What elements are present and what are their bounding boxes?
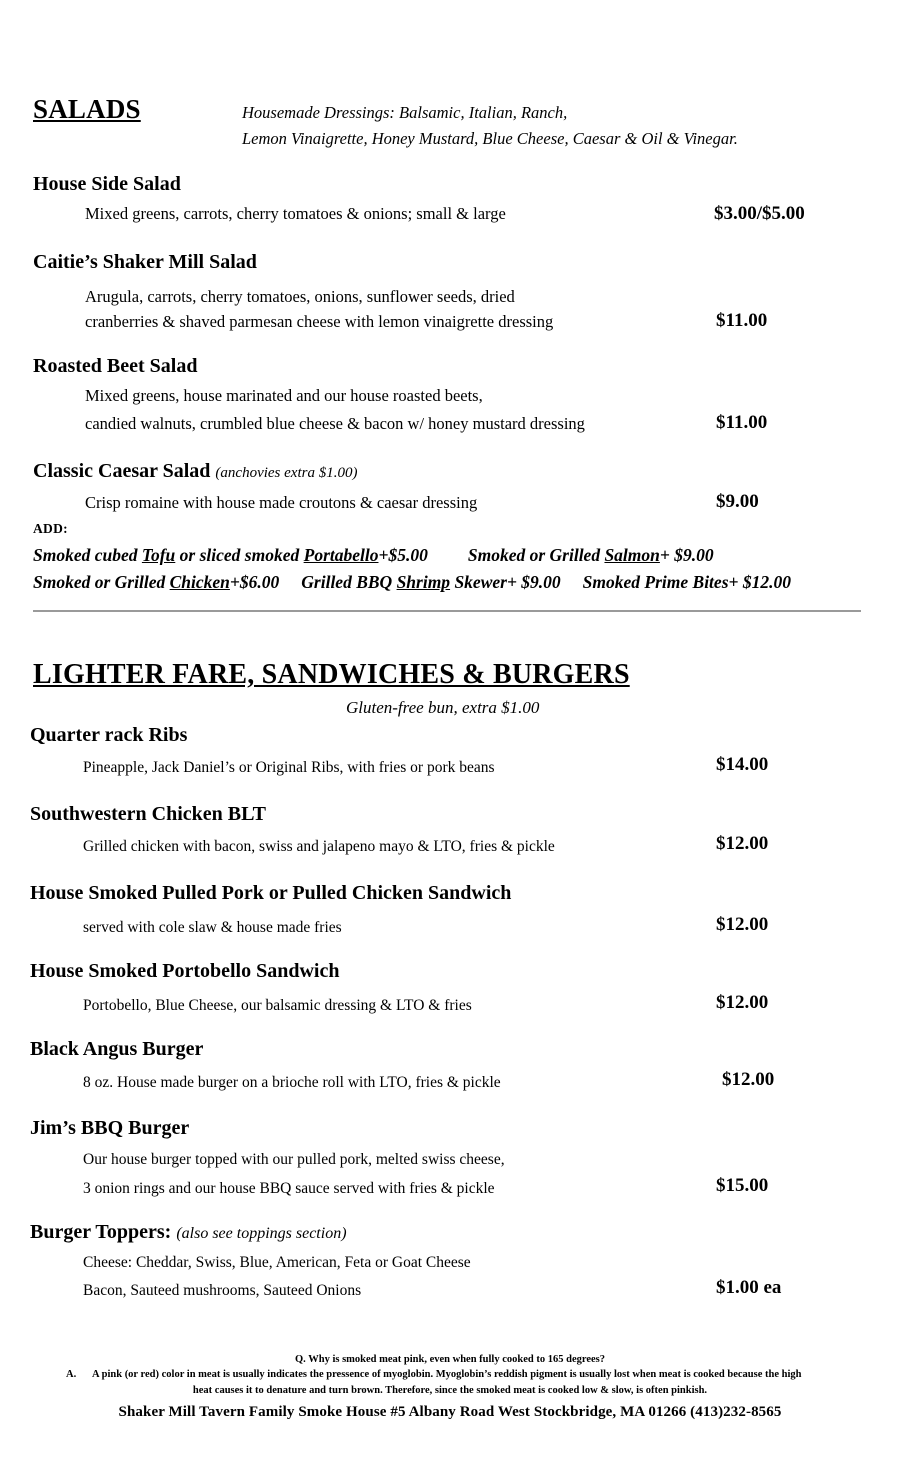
footnote-answer-marker: A. xyxy=(66,1369,77,1380)
gluten-free-note: Gluten-free bun, extra $1.00 xyxy=(346,698,540,717)
menu-item-desc2-roasted-beet-salad: candied walnuts, crumbled blue cheese & bacon w/ honey mustard dressing xyxy=(85,414,585,433)
addon-tofu-underline: Tofu xyxy=(141,545,176,565)
menu-item-name-southwestern-chicken-blt: Southwestern Chicken BLT xyxy=(30,803,266,825)
addon-chicken-price: +$6.00 xyxy=(229,572,280,592)
burger-toppers-note: (also see toppings section) xyxy=(176,1225,347,1242)
addon-salmon-price: + $9.00 xyxy=(659,545,714,565)
menu-item-name-black-angus-burger: Black Angus Burger xyxy=(30,1038,204,1060)
menu-item-desc2-caities-shaker-mill-salad: cranberries & shaved parmesan cheese with lemon vinaigrette dressing xyxy=(85,312,554,331)
addon-salmon-pre: Smoked or Grilled xyxy=(467,545,605,565)
addon-salmon-underline: Salmon xyxy=(604,545,660,565)
menu-item-desc2-burger-toppers: Bacon, Sauteed mushrooms, Sauteed Onions xyxy=(83,1282,362,1299)
menu-item-note-classic-caesar-salad: (anchovies extra $1.00) xyxy=(215,465,358,481)
menu-item-price-house-smoked-pulled-pork-sandwich: $12.00 xyxy=(716,914,769,935)
menu-item-desc1-jims-bbq-burger: Our house burger topped with our pulled pork, melted swiss cheese, xyxy=(83,1151,505,1168)
menu-item-name-jims-bbq-burger: Jim’s BBQ Burger xyxy=(30,1117,190,1139)
menu-item-name-text-classic-caesar-salad: Classic Caesar Salad xyxy=(33,460,211,482)
menu-item-desc-black-angus-burger: 8 oz. House made burger on a brioche roll with LTO, fries & pickle xyxy=(83,1074,501,1091)
salad-addons-label: ADD: xyxy=(33,521,68,536)
addon-chicken-underline: Chicken xyxy=(169,572,230,592)
menu-item-price-house-smoked-portobello-sandwich: $12.00 xyxy=(716,992,769,1013)
menu-item-desc2-jims-bbq-burger: 3 onion rings and our house BBQ sauce served with fries & pickle xyxy=(83,1180,495,1197)
menu-item-price-caities-shaker-mill-salad: $11.00 xyxy=(716,310,768,331)
menu-item-desc-house-side-salad: Mixed greens, carrots, cherry tomatoes & onions; small & large xyxy=(85,204,506,223)
addon-tofu-portabello-pre: Smoked cubed xyxy=(33,545,142,565)
menu-item-desc-house-smoked-pulled-pork-sandwich: served with cole slaw & house made fries xyxy=(83,919,342,936)
menu-item-name-roasted-beet-salad: Roasted Beet Salad xyxy=(33,355,198,377)
addon-shrimp-underline: Shrimp xyxy=(396,572,451,592)
footnote-question: Q. Why is smoked meat pink, even when fully cooked to 165 degrees? xyxy=(295,1354,605,1365)
menu-item-name-caities-shaker-mill-salad: Caitie’s Shaker Mill Salad xyxy=(33,251,257,273)
burger-toppers-label: Burger Toppers: xyxy=(30,1221,172,1243)
section-heading-salads: SALADS xyxy=(33,94,141,124)
menu-item-desc1-burger-toppers: Cheese: Cheddar, Swiss, Blue, American, Feta or Goat Cheese xyxy=(83,1254,471,1271)
menu-item-name-house-smoked-pulled-pork-sandwich: House Smoked Pulled Pork or Pulled Chicken Sandwich xyxy=(30,882,512,904)
addon-shrimp-pre: Grilled BBQ xyxy=(301,572,397,592)
salad-addons-row-2 xyxy=(33,570,791,594)
menu-item-price-quarter-rack-ribs: $14.00 xyxy=(716,754,769,775)
addon-portabello-underline: Portabello xyxy=(303,545,379,565)
menu-item-price-house-side-salad: $3.00/$5.00 xyxy=(714,203,805,224)
restaurant-address: Shaker Mill Tavern Family Smoke House #5 Albany Road West Stockbridge, MA 01266 (413)232-8565 xyxy=(118,1404,782,1420)
menu-item-price-roasted-beet-salad: $11.00 xyxy=(716,412,768,433)
footnote-answer-line-1: A pink (or red) color in meat is usually indicates the pressence of myoglobin. Myoglobin’s reddish pigment is usually lost when meat is cooked because the high xyxy=(92,1369,802,1380)
menu-item-name-quarter-rack-ribs: Quarter rack Ribs xyxy=(30,724,188,746)
menu-item-price-southwestern-chicken-blt: $12.00 xyxy=(716,833,769,854)
menu-item-name-house-side-salad: House Side Salad xyxy=(33,173,181,195)
addon-chicken-pre: Smoked or Grilled xyxy=(33,572,170,592)
addon-shrimp-price: Skewer+ $9.00 xyxy=(450,572,561,592)
menu-item-desc-quarter-rack-ribs: Pineapple, Jack Daniel’s or Original Ribs, with fries or pork beans xyxy=(83,759,495,776)
menu-item-name-classic-caesar-salad xyxy=(33,460,357,484)
footnote-answer-line-2: heat causes it to denature and turn brown. Therefore, since the smoked meat is cooked low & slow, is often pinkish. xyxy=(192,1385,708,1396)
menu-item-desc1-roasted-beet-salad: Mixed greens, house marinated and our house roasted beets, xyxy=(85,386,483,405)
menu-item-desc-southwestern-chicken-blt: Grilled chicken with bacon, swiss and jalapeno mayo & LTO, fries & pickle xyxy=(83,838,555,855)
menu-item-price-black-angus-burger: $12.00 xyxy=(722,1069,775,1090)
dressings-line-1: Housemade Dressings: Balsamic, Italian, Ranch, xyxy=(242,103,568,122)
addon-tofu-portabello-price: +$5.00 xyxy=(378,545,428,565)
dressings-line-2: Lemon Vinaigrette, Honey Mustard, Blue Cheese, Caesar & Oil & Vinegar. xyxy=(242,129,738,148)
addon-prime-bites: Smoked Prime Bites+ $12.00 xyxy=(582,572,791,592)
addon-tofu-portabello-mid: or sliced smoked xyxy=(175,545,304,565)
menu-item-name-house-smoked-portobello-sandwich: House Smoked Portobello Sandwich xyxy=(30,960,340,982)
section-divider xyxy=(33,610,861,612)
menu-item-desc1-caities-shaker-mill-salad: Arugula, carrots, cherry tomatoes, onions, sunflower seeds, dried xyxy=(85,287,515,306)
salads-dressings-note xyxy=(242,100,738,152)
section-heading-lighter-fare: LIGHTER FARE, SANDWICHES & BURGERS xyxy=(33,659,630,690)
menu-item-desc-classic-caesar-salad: Crisp romaine with house made croutons & caesar dressing xyxy=(85,493,478,512)
menu-item-desc-house-smoked-portobello-sandwich: Portobello, Blue Cheese, our balsamic dressing & LTO & fries xyxy=(83,997,472,1014)
menu-item-price-burger-toppers: $1.00 ea xyxy=(716,1277,782,1298)
salad-addons-row-1 xyxy=(33,543,714,567)
menu-item-name-burger-toppers xyxy=(30,1221,347,1245)
menu-item-price-jims-bbq-burger: $15.00 xyxy=(716,1175,769,1196)
menu-item-price-classic-caesar-salad: $9.00 xyxy=(716,491,759,512)
